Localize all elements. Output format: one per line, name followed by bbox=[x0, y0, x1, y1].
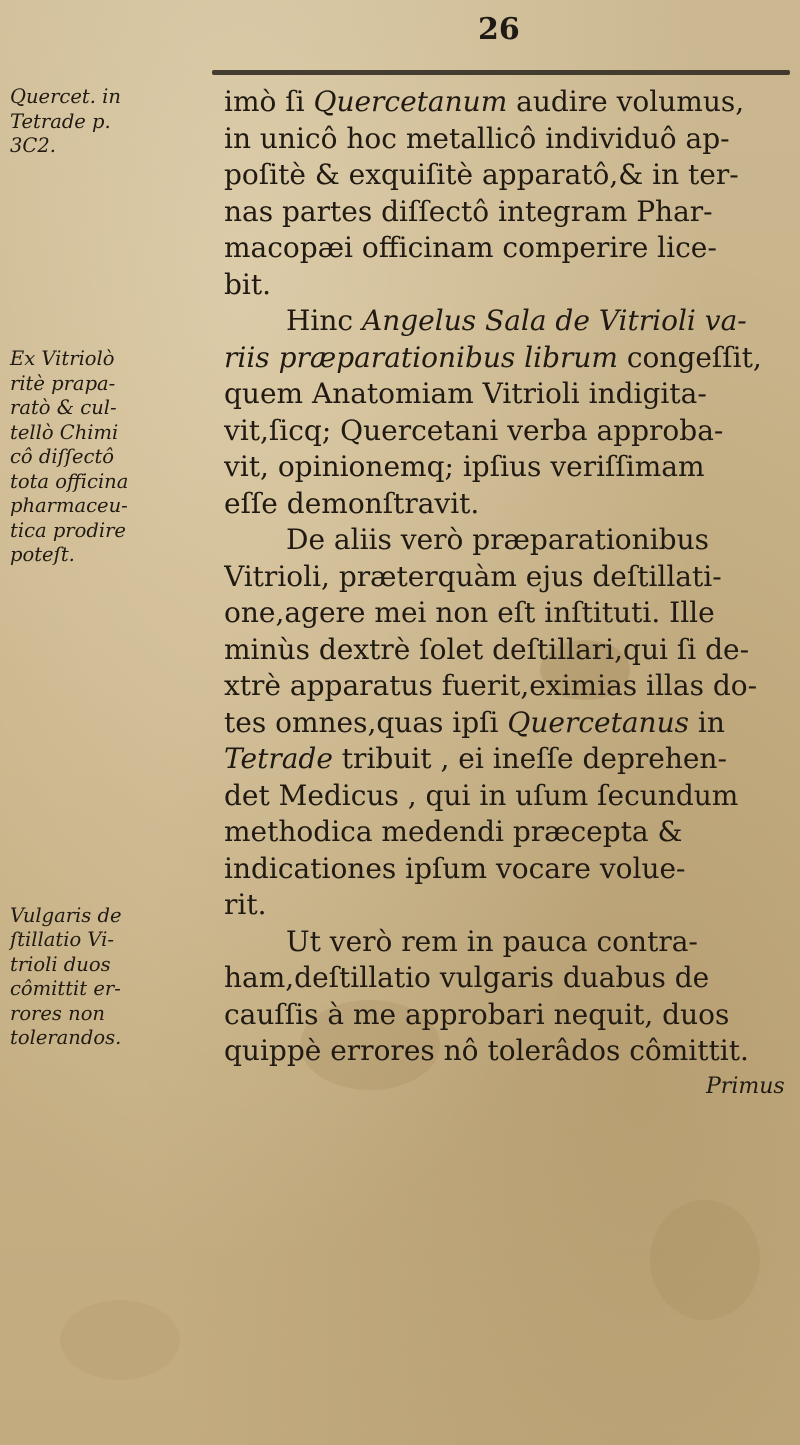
text-line bbox=[224, 778, 792, 815]
text-line-roman: Ut verò rem in pauca contra- bbox=[286, 924, 698, 958]
text-line-roman: bit. bbox=[224, 267, 272, 301]
text-line-roman: indicationes ipſum vocare volue- bbox=[224, 851, 686, 885]
text-line bbox=[224, 595, 792, 632]
text-line bbox=[224, 267, 792, 304]
margin-note-line: trioli duos bbox=[10, 952, 111, 976]
margin-note-line: cô diſſectô bbox=[10, 445, 115, 468]
text-line-italic: riis præparationibus librum bbox=[224, 340, 618, 374]
text-line bbox=[224, 413, 792, 450]
margin-note-line: ſtillatio Vi- bbox=[10, 928, 114, 951]
text-line bbox=[224, 924, 792, 961]
text-line-roman-after: in bbox=[688, 705, 725, 739]
text-line bbox=[224, 230, 792, 267]
margin-note-line: poteſt. bbox=[10, 543, 75, 566]
text-line-roman: eſſe demonſtravit. bbox=[224, 486, 480, 520]
margin-note-line: tota officina bbox=[10, 469, 129, 493]
text-line-roman: nas partes diſſectô integram Phar- bbox=[224, 194, 713, 228]
text-line bbox=[224, 340, 792, 377]
text-line-roman: vit, opinionemq; ipſius veriſſimam bbox=[224, 450, 705, 483]
text-line-italic: Angelus Sala de Vitrioli va- bbox=[362, 304, 747, 337]
margin-note-line: Vulgaris de bbox=[10, 903, 122, 927]
text-line bbox=[224, 668, 792, 705]
text-line-roman: in unicô hoc metallicô individuô ap- bbox=[224, 121, 730, 155]
text-line-italic: Quercetanus bbox=[507, 705, 689, 739]
text-line bbox=[224, 559, 792, 596]
text-line-roman: De aliis verò præparationibus bbox=[286, 523, 709, 556]
margin-note-line: ratò & cul- bbox=[10, 396, 117, 419]
main-text-column bbox=[224, 84, 792, 1070]
text-line bbox=[224, 486, 792, 523]
margin-note-line: Ex Vitriolò bbox=[10, 347, 115, 370]
header-rule bbox=[212, 70, 790, 75]
text-line bbox=[224, 705, 792, 742]
text-line-italic: Quercetanum bbox=[313, 85, 508, 118]
text-line bbox=[224, 851, 792, 888]
text-line bbox=[224, 960, 792, 997]
text-line-roman-after: congeſſit, bbox=[617, 340, 762, 374]
text-line-roman: imò ſi bbox=[224, 85, 314, 118]
text-line-roman: xtrè apparatus fuerit,eximias illas do- bbox=[224, 669, 758, 702]
text-line-roman: minùs dextrè ſolet deſtillari,qui ſi de- bbox=[224, 632, 750, 666]
text-line bbox=[224, 522, 792, 559]
text-line-roman: one,agere mei non eſt inſtituti. Ille bbox=[224, 596, 715, 629]
text-line bbox=[224, 449, 792, 486]
text-line bbox=[224, 632, 792, 669]
text-line-roman: vit,ſicq; Quercetani verba approba- bbox=[224, 413, 724, 447]
text-line bbox=[224, 121, 792, 158]
text-line-roman: tes omnes,quas ipſi bbox=[224, 705, 508, 739]
text-line-roman-after: tribuit , ei ineſſe deprehen- bbox=[332, 742, 727, 775]
text-line bbox=[224, 376, 792, 413]
text-line-roman: quippè errores nô tolerâdos cômittit. bbox=[224, 1034, 749, 1067]
text-line-roman: det Medicus , qui in uſum ſecundum bbox=[224, 778, 739, 812]
text-line bbox=[224, 997, 792, 1034]
margin-note-line: tellò Chimi bbox=[10, 420, 119, 444]
text-line bbox=[224, 303, 792, 340]
margin-note-line: cômittit er- bbox=[10, 977, 121, 1000]
text-line bbox=[224, 887, 792, 924]
text-line bbox=[224, 741, 792, 778]
margin-note-line: tolerandos. bbox=[10, 1026, 122, 1049]
margin-note-line: rores non bbox=[10, 1001, 105, 1025]
text-line-roman-after: audire volumus, bbox=[507, 85, 745, 118]
margin-note-line: 3C2. bbox=[10, 134, 56, 157]
text-line-roman: methodica medendi præcepta & bbox=[224, 815, 683, 848]
text-line-italic: Tetrade bbox=[224, 742, 333, 775]
margin-note-line: Tetrade p. bbox=[10, 109, 111, 133]
catchword: Primus bbox=[706, 1073, 785, 1099]
text-line-roman: quem Anatomiam Vitrioli indigita- bbox=[224, 377, 707, 410]
text-line bbox=[224, 84, 792, 121]
text-line-roman: rit. bbox=[224, 888, 267, 921]
margin-note-vulgaris bbox=[10, 904, 210, 1051]
stain bbox=[650, 1200, 760, 1320]
text-line-roman: poſitè & exquiſitè apparatô,& in ter- bbox=[224, 158, 739, 191]
margin-note-line: Quercet. in bbox=[10, 85, 121, 108]
text-line-roman: cauſſis à me approbari nequit, duos bbox=[224, 997, 730, 1031]
text-line bbox=[224, 1033, 792, 1070]
margin-note-quercet bbox=[10, 85, 210, 159]
text-line bbox=[224, 814, 792, 851]
text-line-roman: macopæi officinam comperire lice- bbox=[224, 231, 717, 264]
page-number: 26 bbox=[478, 12, 520, 47]
text-line bbox=[224, 194, 792, 231]
margin-note-vitriolo bbox=[10, 347, 210, 568]
margin-note-line: pharmaceu- bbox=[10, 494, 128, 517]
text-line-roman: Vitrioli, præterquàm ejus deſtillati- bbox=[224, 559, 722, 593]
text-line-roman: Hinc bbox=[286, 304, 362, 337]
text-line bbox=[224, 157, 792, 194]
margin-note-line: ritè prapa- bbox=[10, 371, 116, 395]
margin-note-line: tica prodire bbox=[10, 518, 126, 542]
text-line-roman: ham,deſtillatio vulgaris duabus de bbox=[224, 961, 710, 994]
stain bbox=[60, 1300, 180, 1380]
